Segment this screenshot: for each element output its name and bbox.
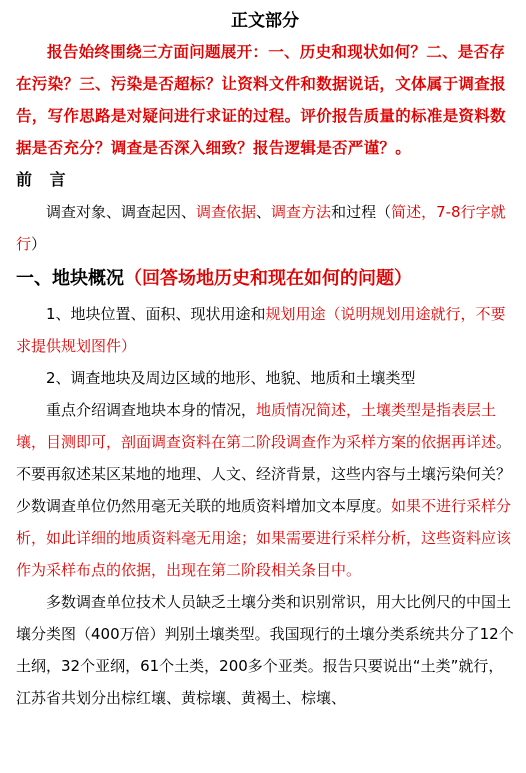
terrain-detail-paragraph <box>16 394 514 586</box>
section-heading-note: （回答场地历史和现在如何的问题） <box>124 268 412 289</box>
preface-highlight-note: 简述，7-8行字就行 <box>16 203 506 253</box>
preface-text-2: 、 <box>256 203 272 221</box>
section-heading-preface: 前 言 <box>16 170 72 189</box>
intro-paragraph: 报告始终围绕三方面问题展开：一、历史和现状如何？二、是否存在污染？三、污染是否超标？让资料文件和数据说话，文体属于调查报告，写作思路是对疑问进行求证的过程。评价报告质量的标准是资料数据是否充分？调查是否深入细致？报告逻辑是否严谨？。 <box>16 43 506 157</box>
preface-paragraph <box>16 196 514 260</box>
preface-highlight-method: 调查方法 <box>271 203 332 221</box>
terrain-highlight-2: 如果不进行采样分析，如此详细的地质资料毫无用途；如果需要进行采样分析，这些资料应该作为采样布点的依据，出现在第二阶段相关条目中。 <box>16 497 512 579</box>
terrain-text-1: 重点介绍调查地块本身的情况， <box>46 401 257 419</box>
preface-text-1: 调查对象、调查起因、 <box>46 203 197 221</box>
terrain-highlight-1: 地质情况简述，土壤类型是指表层土壤，目测即可，剖面调查资料在第二阶段调查作为采样方案的依据再详述 <box>16 401 497 451</box>
section-heading-number: 一、地块概况 <box>16 268 124 289</box>
preface-text-4: ） <box>31 235 47 253</box>
section-heading-site-overview <box>16 260 514 298</box>
preface-text-3: 和过程（ <box>331 203 392 221</box>
item-site-location-text: 1、地块位置、面积、现状用途和 <box>46 305 266 323</box>
page-title: 正文部分 <box>231 11 299 31</box>
preface-highlight-basis: 调查依据 <box>196 203 257 221</box>
soil-classification-paragraph: 多数调查单位技术人员缺乏土壤分类和识别常识，用大比例尺的中国土壤分类图（400万倍）判别土壤类型。我国现行的土壤分类系统共分了12个土纲，32个亚纲，61个土类，200多个亚类。报告只要说出“土类”就行，江苏省共划分出棕红壤、黄棕壤、黄褐土、棕壤、 <box>16 593 514 707</box>
item-site-location-highlight: 规划用途（说明规划用途就行，不要求提供规划图件） <box>16 305 506 355</box>
item-terrain-soil: 2、调查地块及周边区域的地形、地貌、地质和土壤类型 <box>46 369 416 387</box>
item-site-location <box>16 298 514 362</box>
terrain-text-2: 。不要再叙述某区某地的地理、人文、经济背景，这些内容与土壤污染何关？少数调查单位仍然用毫无关联的地质资料增加文本厚度。 <box>16 433 512 515</box>
